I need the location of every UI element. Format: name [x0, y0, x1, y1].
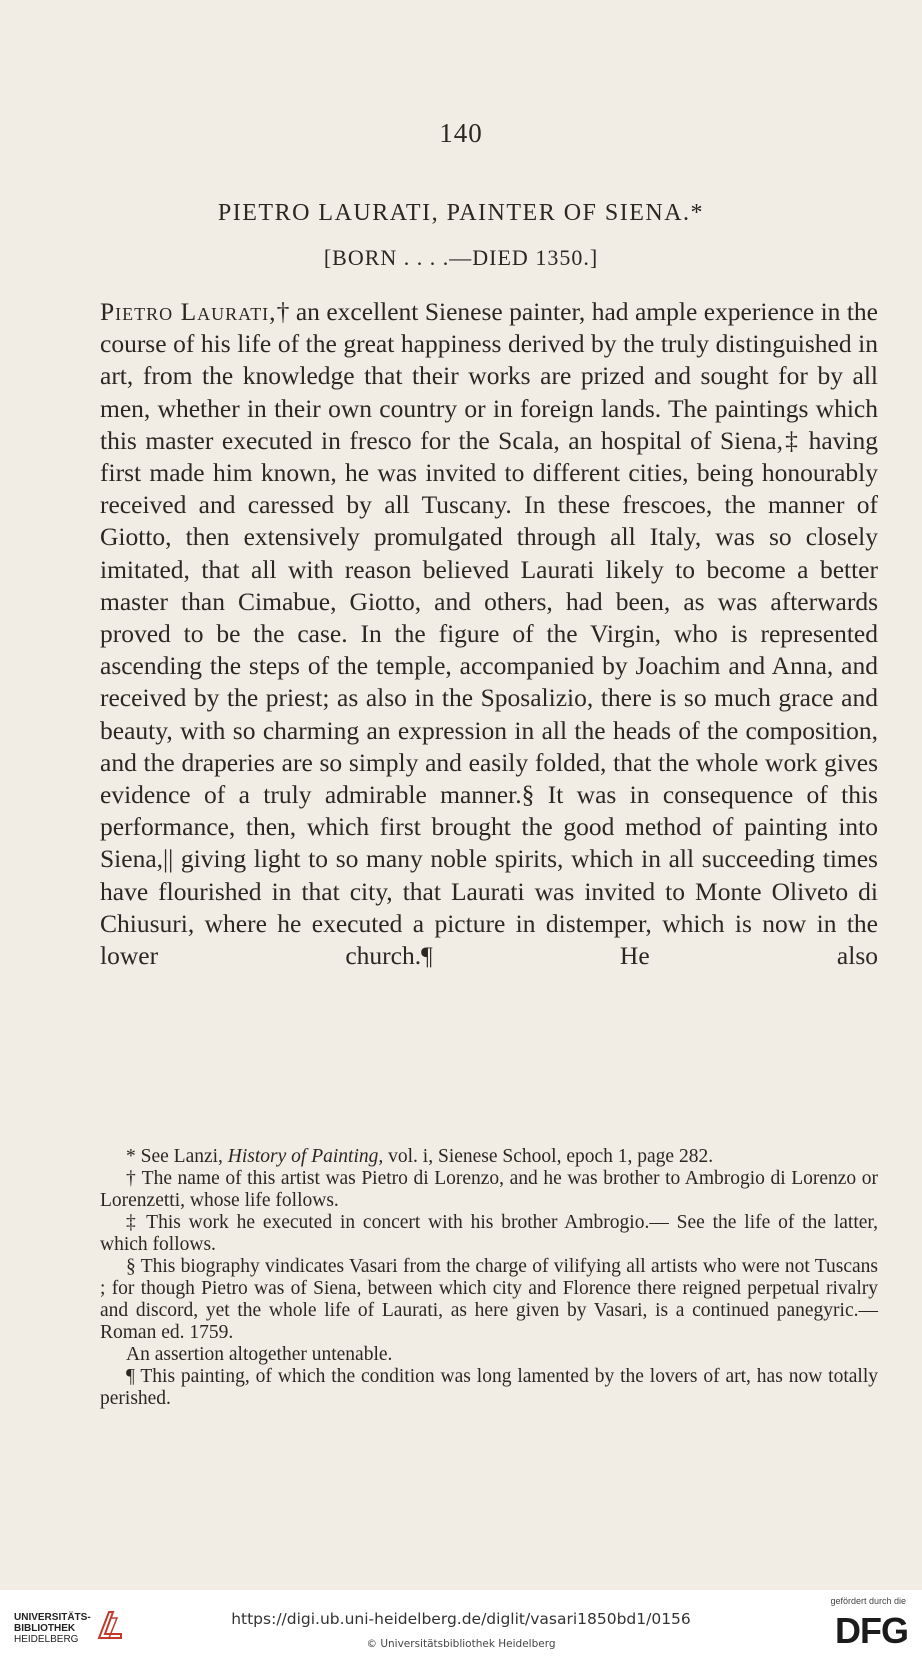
footnote-1-prefix: * See Lanzi,: [126, 1146, 228, 1167]
body-paragraph-text: † an excellent Sienese painter, had ample experience in the course of his life of the great happiness derived by the truly distinguished in art, from the knowledge that their works are prized and sought for by all men, whether in their own country or in foreign lands. The paintings which this master executed in fresco for the Scala, an hospital of Siena,‡ having first made him known, he was invited to different cities, being honourably received and caressed by all Tuscany. In these frescoes, the manner of Giotto, then extensively promulgated through all Italy, was so closely imitated, that all with reason believed Laurati likely to become a better master than Cimabue, Giotto, and others, had been, as was afterwards proved to be the case. In the figure of the Virgin, who is represented ascending the steps of the temple, accompanied by Joachim and Anna, and received by the priest; as also in the Sposalizio, there is so much grace and beauty, with so charming an expression in all the heads of the composition, and the draperies are so simply and easily folded, that the whole work gives evidence of a truly admirable manner.§ It was in consequence of this performance, then, which first brought the good method of painting into Siena,|| giving light to so many noble spirits, which in all succeeding times have flourished in that city, that Laurati was invited to Monte Oliveto di Chiusuri, where he executed a picture in distemper, which is now in the lower church.¶ He also: [100, 297, 879, 971]
footnote-3: ‡ This work he executed in concert with his brother Ambrogio.— See the life of the latter, which follows.: [100, 1212, 878, 1255]
footnote-1-suffix: vol. i, Sienese School, epoch 1, page 282.: [383, 1146, 714, 1167]
chapter-subtitle: [BORN . . . .—DIED 1350.]: [323, 245, 599, 270]
footnote-2: † The name of this artist was Pietro di Lorenzo, and he was brother to Ambrogio di Lorenzo or Lorenzetti, whose life follows.: [100, 1168, 878, 1211]
copyright-notice: © Universitätsbibliothek Heidelberg: [366, 1638, 556, 1650]
dfg-promo-text: gefördert durch die: [830, 1596, 906, 1606]
footnote-6: ¶ This painting, of which the condition was long lamented by the lovers of art, has now totally perished.: [100, 1366, 878, 1409]
library-name-line1: UNIVERSITÄTS-: [14, 1612, 91, 1623]
footer-bar: [0, 1590, 922, 1662]
library-name-line3: HEIDELBERG: [14, 1634, 79, 1645]
page-number: 140: [439, 118, 483, 148]
chapter-title: PIETRO LAURATI, PAINTER OF SIENA.*: [217, 200, 705, 226]
lead-name: Pietro Laurati,: [100, 297, 277, 326]
dfg-logo[interactable]: DFG: [835, 1610, 908, 1651]
body-text: [100, 296, 878, 972]
footnote-4: § This biography vindicates Vasari from the charge of vilifying all artists who were not Tuscans ; for though Pietro was of Siena, between which city and Florence there reigned perpetual rivalry and discord, yet the whole life of Laurati, as here given by Vasari, is a continued panegyric.—Roman ed. 1759.: [100, 1256, 878, 1343]
footnote-1: [100, 1146, 878, 1168]
library-name-line2: BIBLIOTHEK: [14, 1623, 76, 1634]
footnote-5: An assertion altogether untenable.: [126, 1344, 393, 1365]
footnotes: [100, 1146, 878, 1410]
body-paragraph: [100, 296, 878, 972]
source-url-link[interactable]: https://digi.ub.uni-heidelberg.de/diglit/vasari1850bd1/0156: [231, 1610, 691, 1628]
footnote-1-title: History of Painting,: [227, 1146, 384, 1167]
